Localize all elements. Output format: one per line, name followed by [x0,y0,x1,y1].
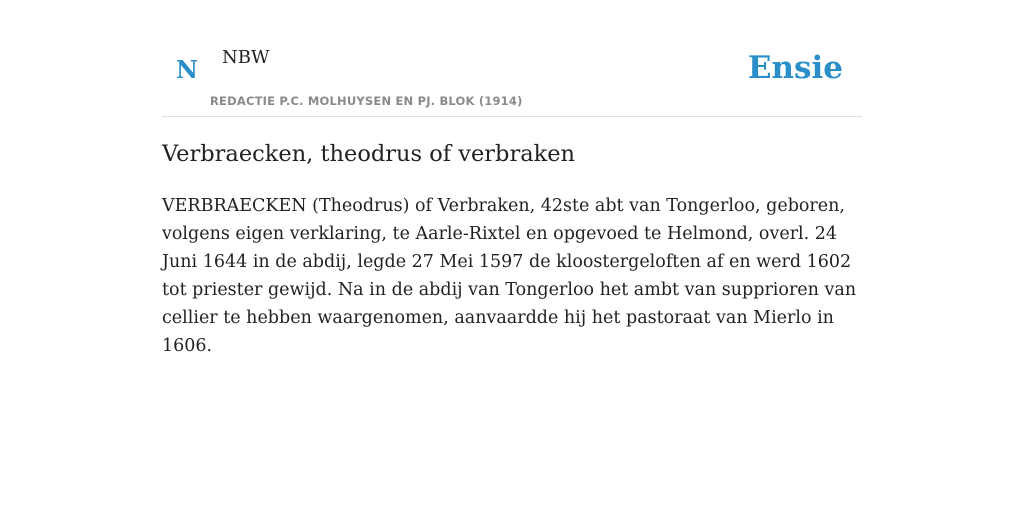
source-editors: REDACTIE P.C. MOLHUYSEN EN PJ. BLOK (1914) [210,94,523,108]
article-title: Verbraecken, theodrus of verbraken [162,141,576,167]
source-header [162,0,862,117]
page-container [162,0,862,356]
brand-logo[interactable]: Ensie [747,50,843,86]
source-logo: N [176,55,198,84]
source-abbreviation: NBW [222,47,270,68]
article-body: VERBRAECKEN (Theodrus) of Verbraken, 42ste abt van Tongerloo, geboren, volgens eigen verklaring, te Aarle-Rixtel en opgevoed te Helmond, overl. 24 Juni 1644 in de abdij, legde 27 Mei 1597 de kloostergeloften af en werd 1602 tot priester gewijd. Na in de abdij van Tongerloo het ambt van supprioren van cellier te hebben waargenomen, aanvaardde hij het pastoraat van Mierlo in 1606. [162,196,857,356]
